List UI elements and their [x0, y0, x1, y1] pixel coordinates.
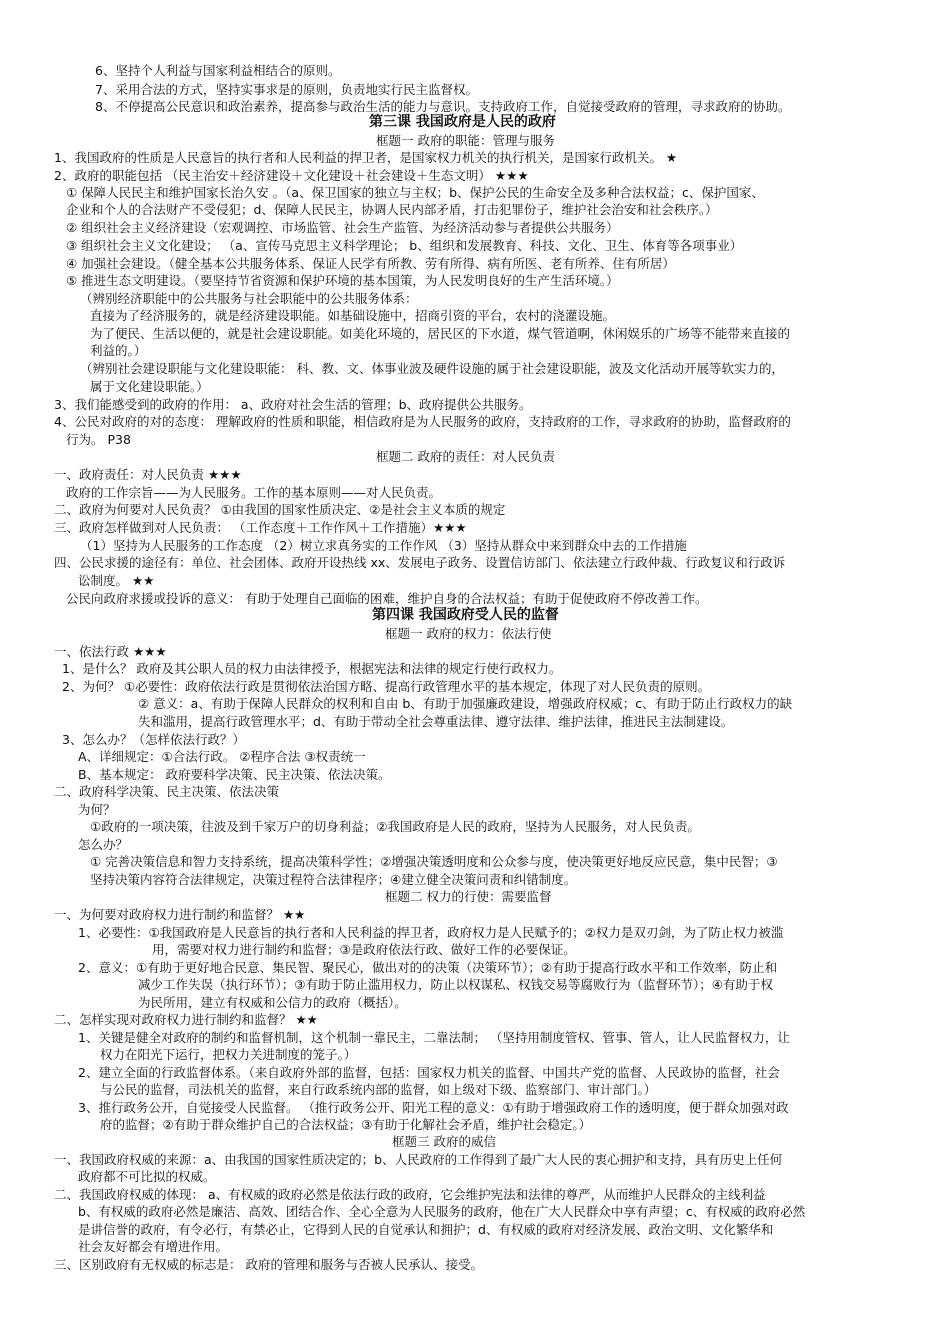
text-line: 3、推行政务公开，自觉接受人民监督。 （推行政务公开、阳光工程的意义：①有助于增强政府工作的透明度，便于群众加强对政 — [78, 1100, 789, 1115]
text-line: 为民所用，建立有权威和公信力的政府（概括）。 — [138, 995, 407, 1010]
text-line: 为了便民、生活以便的，就是社会建设职能。如美化环境的，居民区的下水道，煤气管道啊，休闲娱乐的广场等不能带来直接的 — [90, 326, 791, 341]
text-line: b、有权威的政府必然是廉洁、高效、团结合作、全心全意为人民服务的政府，他在广大人民群众中享有声望；c、有权威的政府必然 — [78, 1204, 806, 1219]
text-line: ③ 组织社会主义文化建设； （a、宣传马克思主义科学理论； b、组织和发展教育、科技、文化、卫生、体育等各项事业） — [66, 238, 743, 253]
text-line: 企业和个人的合法财产不受侵犯；d、保障人民民主，协调人民内部矛盾，打击犯罪份子，维护社会治安和社会秩序。） — [66, 202, 718, 217]
text-line: 讼制度。 ★★ — [78, 573, 155, 588]
text-line: 二、怎样实现对政府权力进行制约和监督？ ★★ — [54, 1012, 318, 1027]
text-line: 8、不停提高公民意识和政治素养，提高参与政治生活的能力与意识。支持政府工作，自觉接受政府的管理，寻求政府的协助。 — [95, 99, 791, 114]
text-line: 7、采用合法的方式，坚持实事求是的原则，负责地实行民主监督权。 — [95, 82, 478, 97]
text-line: ①政府的一项决策，往波及到千家万户的切身利益；②我国政府是人民的政府，坚持为人民服务，对人民负责。 — [90, 819, 700, 834]
text-line: 权力在阳光下运行，把权力关进制度的笼子。） — [100, 1047, 357, 1062]
text-line: 府的监督；②有助于群众维护自己的合法权益；③有助于化解社会矛盾，维护社会稳定。） — [100, 1117, 592, 1132]
text-line: 1、是什么？ 政府及其公职人员的权力由法律授予，根据宪法和法律的规定行使行政权力。 — [62, 661, 562, 676]
text-line: 3、我们能感受到的政府的作用： a、政府对社会生活的管理；b、政府提供公共服务。 — [54, 397, 532, 412]
text-line: 2、建立全面的行政监督体系。（来自政府外部的监督，包括：国家权力机关的监督、中国共产党的监督、人民政协的监督，社会 — [78, 1065, 780, 1080]
text-line: 一、政府责任：对人民负责 ★★★ — [54, 467, 242, 482]
text-line: 1、我国政府的性质是人民意旨的执行者和人民利益的捍卫者，是国家权力机关的执行机关，是国家行政机关。 ★ — [54, 150, 678, 165]
text-line: （辨别经济职能中的公共服务与社会职能中的公共服务体系： — [80, 291, 418, 306]
text-line: 社会友好都会有增进作用。 — [78, 1239, 229, 1254]
text-line: 二、政府科学决策、民主决策、依法决策 — [54, 784, 280, 799]
text-line: （1）坚持为人民服务的工作态度 （2）树立求真务实的工作作风 （3）坚持从群众中来到群众中去的工作措施 — [80, 538, 687, 553]
text-line: 二、政府为何要对人民负责？ ①由我国的国家性质决定、②是社会主义本质的规定 — [54, 502, 506, 517]
text-line: ① 保障人民民主和维护国家长治久安 。（a、保卫国家的独立与主权；b、保护公民的生命安全及多种合法权益；c、保护国家、 — [66, 185, 764, 200]
text-line: 6、坚持个人利益与国家利益相结合的原则。 — [95, 63, 341, 78]
text-line: 一、依法行政 ★★★ — [54, 644, 167, 659]
text-line: 四、公民求援的途径有：单位、社会团体、政府开设热线 xx、发展电子政务、设置信访部门、依法建立行政仲裁、行政复议和行政诉 — [54, 555, 786, 570]
text-line: 2、为何？ ①必要性：政府依法行政是贯彻依法治国方略、提高行政管理水平的基本规定，体现了对人民负责的原则。 — [62, 679, 711, 694]
text-line: 直接为了经济服务的，就是经济建设职能。如基础设施中，招商引资的平台，农村的浇灌设施。 — [90, 308, 616, 323]
text-line: 1、关键是健全对政府的制约和监督机制，这个机制一靠民主，二靠法制； （坚持用制度管权、管事、管人，让人民监督权力，让 — [78, 1030, 790, 1045]
text-line: 属于文化建设职能。） — [90, 379, 209, 394]
section-title: 框题一 政府的权力：依法行使 — [385, 626, 552, 641]
text-line: 一、为何要对政府权力进行制约和监督？ ★★ — [54, 907, 306, 922]
text-line: （辨别社会建设职能与文化建设职能： 科、教、文、体事业波及硬件设施的属于社会建设职能，波及文化活动开展等软实力的， — [80, 361, 784, 376]
text-line: 2、意义：①有助于更好地合民意、集民智、聚民心，做出对的的决策（决策环节）；②有助于提高行政水平和工作效率，防止和 — [78, 960, 778, 975]
text-line: 3、怎么办？（怎样依法行政？） — [62, 732, 245, 747]
text-line: 政府的工作宗旨——为人民服务。工作的基本原则——对人民负责。 — [66, 485, 442, 500]
text-line: 公民向政府求援或投诉的意义： 有助于处理自己面临的困难，维护自身的合法权益；有助于促使政府不停改善工作。 — [66, 591, 708, 606]
text-line: 政府都不可比拟的权威。 — [78, 1169, 216, 1184]
text-line: ⑤ 推进生态文明建设。（要坚持节省资源和保护环境的基本国策，为人民发明良好的生产生活环境。） — [66, 273, 619, 288]
text-line: 失和滥用，提高行政管理水平；d、有助于带动全社会尊重法律、遵守法律、维护法律，推进民主法制建设。 — [138, 714, 734, 729]
text-line: 二、我国政府权威的体现： a、有权威的政府必然是依法行政的政府，它会维护宪法和法律的尊严，从而维护人民群众的主线利益 — [54, 1187, 766, 1202]
text-line: 为何？ — [78, 802, 116, 817]
text-line: 4、公民对政府的对的态度： 理解政府的性质和职能，相信政府是为人民服务的政府，支持政府的工作，寻求政府的协助，监督政府的 — [54, 414, 791, 429]
lesson-title: 第三课 我国政府是人民的政府 — [369, 114, 556, 130]
text-line: ② 组织社会主义经济建设（宏观调控、市场监管、社会生产监管、为经济活动参与者提供公共服务） — [66, 220, 619, 235]
text-line: ① 完善决策信息和智力支持系统，提高决策科学性；②增强决策透明度和公众参与度，使决策更好地反应民意，集中民智；③ — [90, 854, 778, 869]
lesson-title: 第四课 我国政府受人民的监督 — [372, 607, 559, 623]
text-line: B、基本规定： 政府要科学决策、民主决策、依法决策。 — [78, 767, 391, 782]
text-line: 一、我国政府权威的来源：a、由我国的国家性质决定的；b、人民政府的工作得到了最广大人民的衷心拥护和支持，具有历史上任何 — [54, 1152, 783, 1167]
text-line: 2、政府的职能包括 （民主治安＋经济建设＋文化建设＋社会建设＋生态文明） ★★★ — [54, 168, 529, 183]
text-line: 用，需要对权力进行制约和监督；③是政府依法行政、做好工作的必要保证。 — [152, 942, 576, 957]
section-title: 框题二 政府的责任：对人民负责 — [376, 449, 555, 464]
text-line: ② 意义：a、有助于保障人民群众的权利和自由 b、有助于加强廉政建设，增强政府权威；c、有助于防止行政权力的缺 — [138, 696, 793, 711]
text-line: 与公民的监督，司法机关的监督，来自行政系统内部的监督，如上级对下级、监察部门、审计部门。） — [100, 1082, 657, 1097]
text-line: 三、政府怎样做到对人民负责： （工作态度＋工作作风＋工作措施）★★★ — [54, 520, 467, 535]
section-title: 框题二 权力的行使：需要监督 — [385, 889, 552, 904]
text-line: 三、区别政府有无权威的标志是： 政府的管理和服务与否被人民承认、接受。 — [54, 1257, 483, 1272]
text-line: 是讲信誉的政府，有令必行，有禁必止，它得到人民的自觉承认和拥护；d、有权威的政府对经济发展、政治文明、文化繁华和 — [78, 1222, 774, 1237]
text-line: 坚持决策内容符合法律规定，决策过程符合法律程序；④建立健全决策问责和纠错制度。 — [90, 872, 577, 887]
section-title: 框题一 政府的职能：管理与服务 — [376, 133, 555, 148]
text-line: ④ 加强社会建设。（健全基本公共服务体系、保证人民学有所教、劳有所得、病有所医、老有所养、住有所居） — [66, 256, 675, 271]
text-line: 1、必要性：①我国政府是人民意旨的执行者和人民利益的捍卫者，政府权力是人民赋予的；②权力是双刃剑，为了防止权力被滥 — [78, 925, 784, 940]
section-title: 框题三 政府的威信 — [392, 1134, 496, 1149]
text-line: 减少工作失误（执行环节）；③有助于防止滥用权力，防止以权谋私、权钱交易等腐败行为（监督环节）；④有助于权 — [138, 977, 773, 992]
text-line: 行为。 P38 — [66, 432, 131, 447]
text-line: A、详细规定：①合法行政。 ②程序合法 ③权责统一 — [78, 749, 366, 764]
text-line: 利益的。） — [90, 343, 147, 358]
text-line: 怎么办？ — [78, 837, 129, 852]
